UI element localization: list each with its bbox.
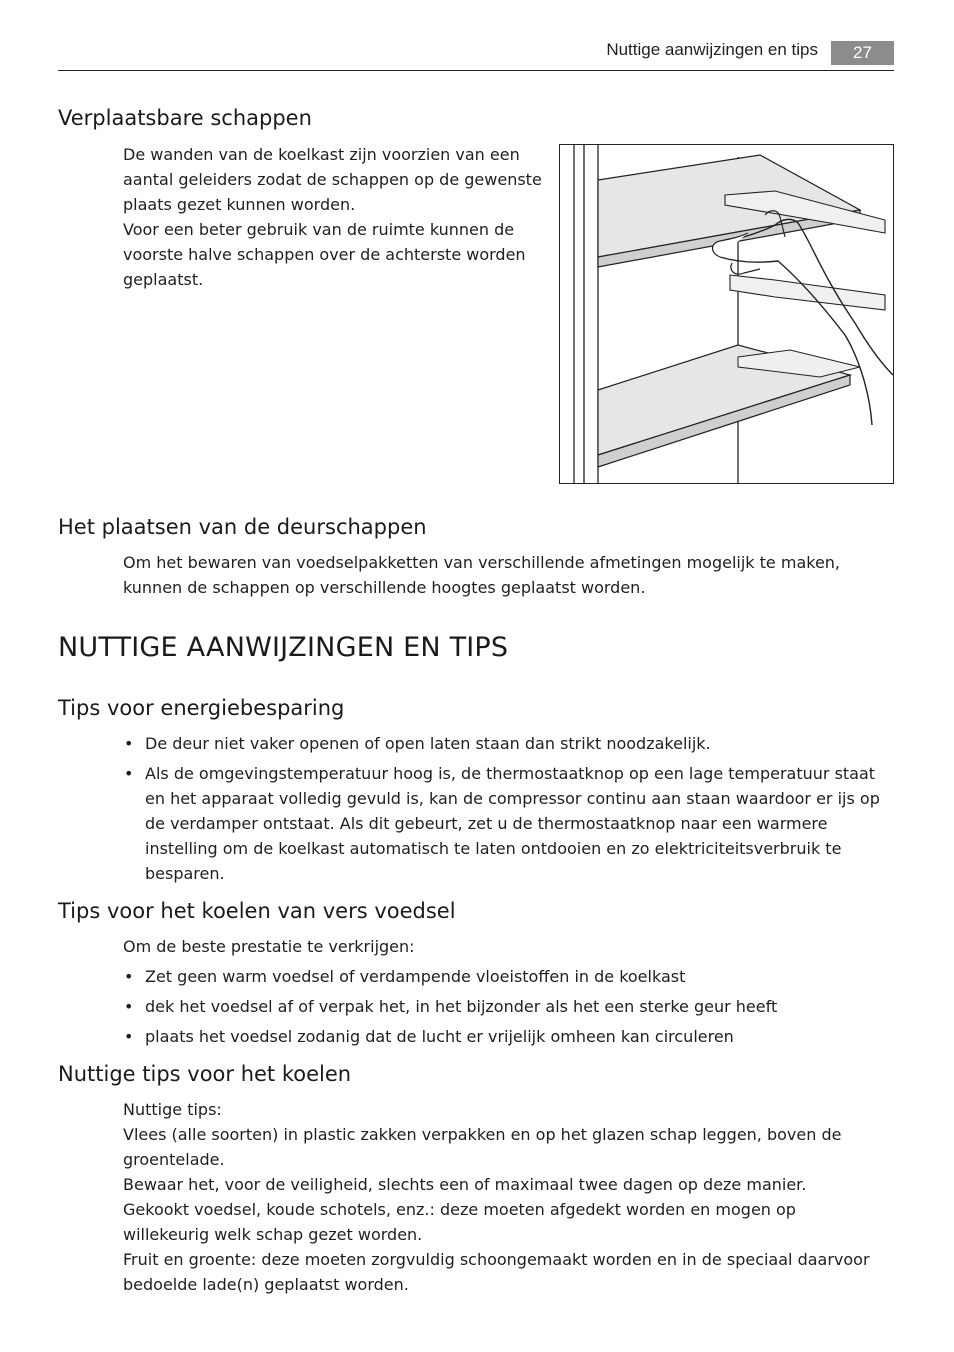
paragraph: Vlees (alle soorten) in plastic zakken verpakken en op het glazen schap leggen, boven de groentelade. [123,1125,842,1169]
heading-movable-shelves: Verplaatsbare schappen [58,106,312,130]
heading-fresh-food-tips: Tips voor het koelen van vers voedsel [58,899,456,923]
list-item-text: Zet geen warm voedsel of verdampende vloeistoffen in de koelkast [145,967,686,986]
list-item [121,964,891,989]
list-item [121,731,891,756]
paragraph: Voor een beter gebruik van de ruimte kunnen de voorste halve schappen over de achterste worden geplaatst. [123,220,526,289]
heading-energy-tips: Tips voor energiebesparing [58,696,345,720]
list-item [121,994,891,1019]
hand-placing-shelf-icon [560,145,893,483]
fresh-food-intro [123,934,883,959]
paragraph: Bewaar het, voor de veiligheid, slechts een of maximaal twee dagen op deze manier. [123,1175,807,1194]
fresh-food-tips-list [121,964,891,1054]
bullet: • [124,997,134,1016]
list-item-text: Als de omgevingstemperatuur hoog is, de thermostaatknop op een lage temperatuur staat en het apparaat volledig gevuld is, kan de compressor continu aan staan waardoor er ijs op de verdamper ontstaat. Als dit gebeurt, zet u de thermostaatknop naar een warmere instelling om de koelkast automatisch te laten ontdooien en zo elektriciteitsverbruik te besparen. [145,764,880,883]
main-title: NUTTIGE AANWIJZINGEN EN TIPS [58,632,509,663]
list-item-text: De deur niet vaker openen of open laten staan dan strikt noodzakelijk. [145,734,711,753]
header-divider [58,70,894,71]
door-shelves-text [123,550,883,600]
paragraph: De wanden van de koelkast zijn voorzien van een aantal geleiders zodat de schappen op de gewenste plaats gezet kunnen worden. [123,145,542,214]
paragraph: Nuttige tips: [123,1100,222,1119]
heading-door-shelves: Het plaatsen van de deurschappen [58,515,427,539]
cooling-tips-text [123,1097,883,1297]
bullet: • [124,764,134,783]
bullet: • [124,734,134,753]
paragraph: Gekookt voedsel, koude schotels, enz.: deze moeten afgedekt worden en mogen op willekeurig welk schap gezet worden. [123,1200,796,1244]
movable-shelves-text [123,142,543,292]
shelf-illustration [559,144,894,484]
heading-cooling-tips: Nuttige tips voor het koelen [58,1062,352,1086]
list-item [121,1024,891,1049]
page-number: 27 [831,41,894,65]
running-header: Nuttige aanwijzingen en tips [606,40,818,59]
energy-tips-list [121,731,891,891]
bullet: • [124,967,134,986]
paragraph: Fruit en groente: deze moeten zorgvuldig schoongemaakt worden en in de speciaal daarvoor bedoelde lade(n) geplaatst worden. [123,1250,870,1294]
paragraph: Om het bewaren van voedselpakketten van verschillende afmetingen mogelijk te maken, kunnen de schappen op verschillende hoogtes geplaatst worden. [123,553,841,597]
list-item [121,761,891,886]
list-item-text: dek het voedsel af of verpak het, in het bijzonder als het een sterke geur heeft [145,997,778,1016]
list-item-text: plaats het voedsel zodanig dat de lucht er vrijelijk omheen kan circuleren [145,1027,734,1046]
paragraph: Om de beste prestatie te verkrijgen: [123,937,415,956]
bullet: • [124,1027,134,1046]
